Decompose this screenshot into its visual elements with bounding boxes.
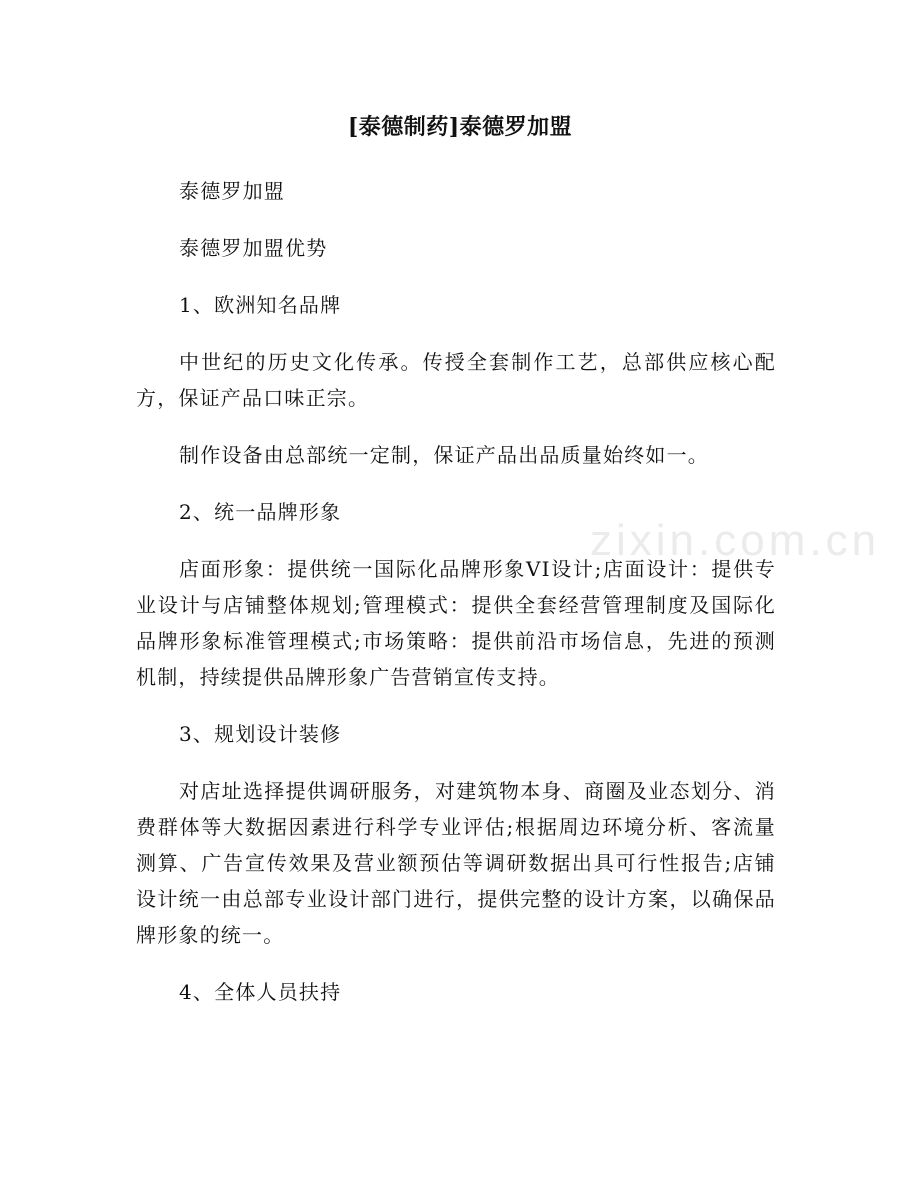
paragraph-advantages-heading: 泰德罗加盟优势 (179, 236, 328, 260)
paragraph-store-planning: 对店址选择提供调研服务，对建筑物本身、商圈及业态划分、消费群体等大数据因素进行科学专业评估;根据周边环境分析、客流量测算、广告宣传效果及营业额预估等调研数据出具可行性报告;店铺设计统一由总部专业设计部门进行，提供完整的设计方案，以确保品牌形象的统一。 (136, 779, 776, 947)
section-heading-3: 3、规划设计装修 (179, 722, 342, 746)
section-heading-4: 4、全体人员扶持 (179, 980, 342, 1004)
section-heading-2: 2、统一品牌形象 (179, 500, 342, 524)
section-heading-1: 1、欧洲知名品牌 (179, 293, 342, 317)
watermark: zixin.com.cn (590, 516, 881, 565)
paragraph-equipment: 制作设备由总部统一定制，保证产品出品质量始终如一。 (179, 443, 709, 467)
document-title: [泰德制药]泰德罗加盟 (347, 114, 573, 140)
paragraph-brand-name: 泰德罗加盟 (179, 179, 285, 203)
paragraph-heritage: 中世纪的历史文化传承。传授全套制作工艺，总部供应核心配方，保证产品口味正宗。 (136, 350, 776, 410)
document-body (136, 173, 776, 1031)
paragraph-brand-image: 店面形象：提供统一国际化品牌形象VI设计;店面设计：提供专业设计与店铺整体规划;管理模式：提供全套经营管理制度及国际化品牌形象标准管理模式;市场策略：提供前沿市场信息，先进的预测机制，持续提供品牌形象广告营销宣传支持。 (136, 557, 776, 689)
